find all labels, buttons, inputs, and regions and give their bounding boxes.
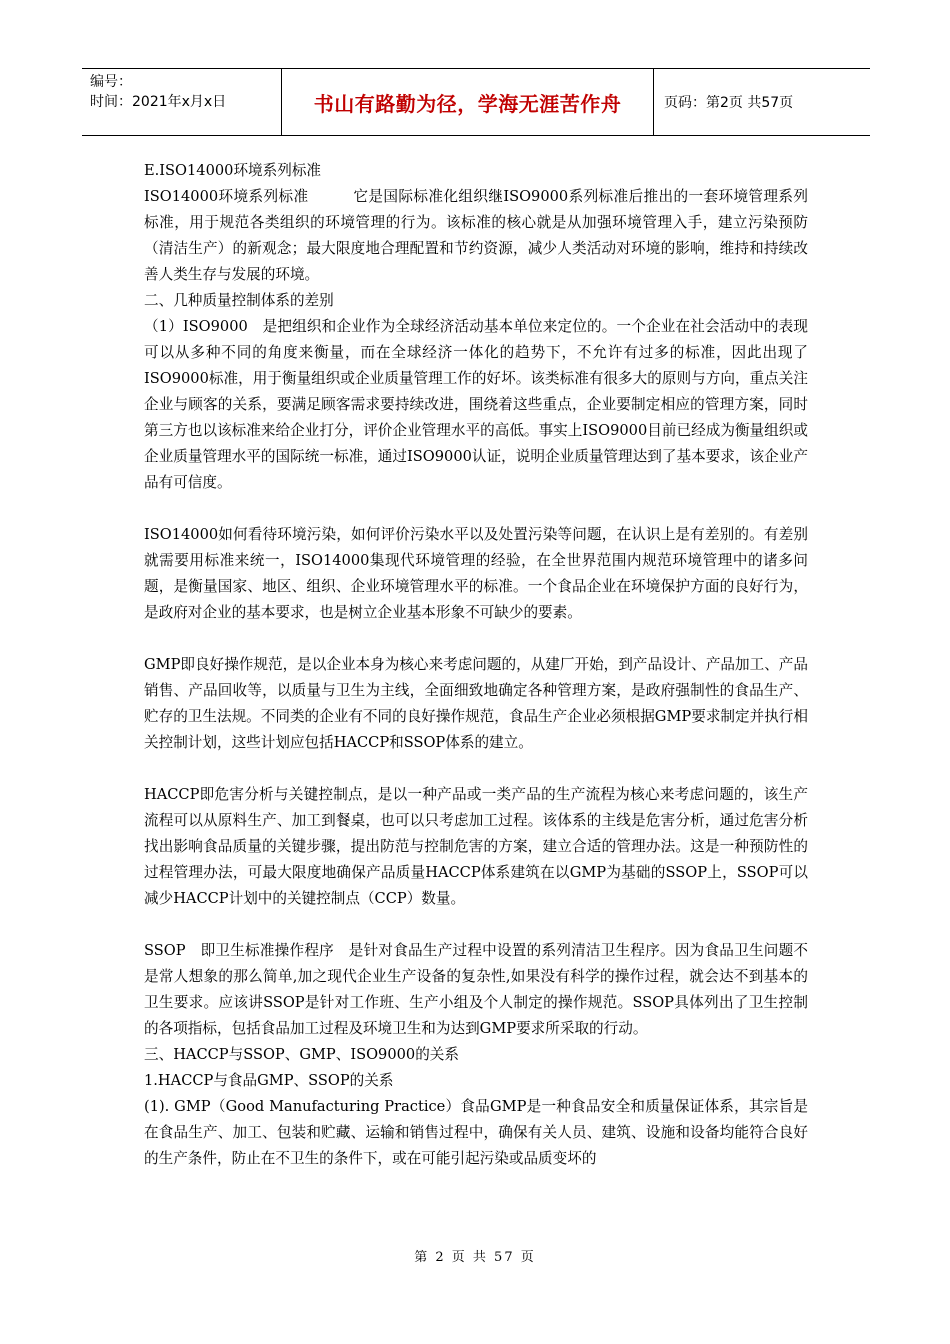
header-page-info: 页码：第2页 共57页 (664, 95, 794, 111)
page-footer: 第 2 页 共 57 页 (414, 1250, 536, 1265)
header-motto: 书山有路勤为径，学海无涯苦作舟 (282, 69, 654, 135)
header-meta-cell (82, 69, 282, 135)
subsection-heading: 1.HACCP与食品GMP、SSOP的关系 (144, 1072, 394, 1089)
paragraph-gap (144, 496, 808, 522)
paragraph: ISO14000如何看待环境污染，如何评价污染水平以及处置污染等问题，在认识上是有差别的。有差别就需要用标准来统一，ISO14000集现代环境管理的经验，在全世界范围内规范环境管理中的诸多问题，是衡量国家、地区、组织、企业环境管理水平的标准。一个食品企业在环境保护方面的良好行为，是政府对企业的基本要求，也是树立企业基本形象不可缺少的要素。 (144, 526, 808, 621)
paragraph: （1）ISO9000 是把组织和企业作为全球经济活动基本单位来定位的。一个企业在社会活动中的表现可以从多种不同的角度来衡量，而在全球经济一体化的趋势下，不允许有过多的标准，因此出现了ISO9000标准，用于衡量组织或企业质量管理工作的好坏。该类标准有很多大的原则与方向，重点关注企业与顾客的关系，要满足顾客需求要持续改进，围绕着这些重点，企业要制定相应的管理方案，同时第三方也以该标准来给企业打分，评价企业管理水平的高低。事实上ISO9000目前已经成为衡量组织或企业质量管理水平的国际统一标准，通过ISO9000认证，说明企业质量管理达到了基本要求，该企业产品有可信度。 (144, 318, 808, 491)
paragraph-gap (144, 756, 808, 782)
document-number-label: 编号： (90, 74, 132, 90)
paragraph: HACCP即危害分析与关键控制点，是以一种产品或一类产品的生产流程为核心来考虑问题的，该生产流程可以从原料生产、加工到餐桌，也可以只考虑加工过程。该体系的主线是危害分析，通过危害分析找出影响食品质量的关键步骤，提出防范与控制危害的方案，建立合适的管理办法。这是一种预防性的过程管理办法，可最大限度地确保产品质量HACCP体系建筑在以GMP为基础的SSOP上，SSOP可以减少HACCP计划中的关键控制点（CCP）数量。 (144, 786, 808, 907)
section-heading: E.ISO14000环境系列标准 (144, 162, 322, 179)
section-heading: 二、几种质量控制体系的差别 (144, 292, 334, 309)
paragraph: ISO14000环境系列标准 它是国际标准化组织继ISO9000系列标准后推出的一套环境管理系列标准，用于规范各类组织的环境管理的行为。该标准的核心就是从加强环境管理入手，建立污染预防（清洁生产）的新观念；最大限度地合理配置和节约资源，减少人类活动对环境的影响，维持和持续改善人类生存与发展的环境。 (144, 188, 808, 283)
paragraph: GMP即良好操作规范，是以企业本身为核心来考虑问题的，从建厂开始，到产品设计、产品加工、产品销售、产品回收等，以质量与卫生为主线，全面细致地确定各种管理方案，是政府强制性的食品生产、贮存的卫生法规。不同类的企业有不同的良好操作规范，食品生产企业必须根据GMP要求制定并执行相关控制计划，这些计划应包括HACCP和SSOP体系的建立。 (144, 656, 808, 751)
paragraph-gap (144, 626, 808, 652)
document-date-label: 时间：2021年x月x日 (90, 94, 227, 110)
paragraph: (1). GMP（Good Manufacturing Practice）食品GMP是一种食品安全和质量保证体系，其宗旨是在食品生产、加工、包装和贮藏、运输和销售过程中，确保有关人员、建筑、设施和设备均能符合良好的生产条件，防止在不卫生的条件下，或在可能引起污染或品质变坏的 (144, 1098, 808, 1167)
document-body (144, 158, 808, 1172)
section-heading: 三、HACCP与SSOP、GMP、ISO9000的关系 (144, 1046, 459, 1063)
page-header (82, 68, 870, 136)
paragraph: SSOP 即卫生标准操作程序 是针对食品生产过程中设置的系列清洁卫生程序。因为食品卫生问题不是常人想象的那么简单,加之现代企业生产设备的复杂性,如果没有科学的操作过程，就会达不到基本的卫生要求。应该讲SSOP是针对工作班、生产小组及个人制定的操作规范。SSOP具体列出了卫生控制的各项指标，包括食品加工过程及环境卫生和为达到GMP要求所采取的行动。 (144, 942, 808, 1037)
paragraph-gap (144, 912, 808, 938)
